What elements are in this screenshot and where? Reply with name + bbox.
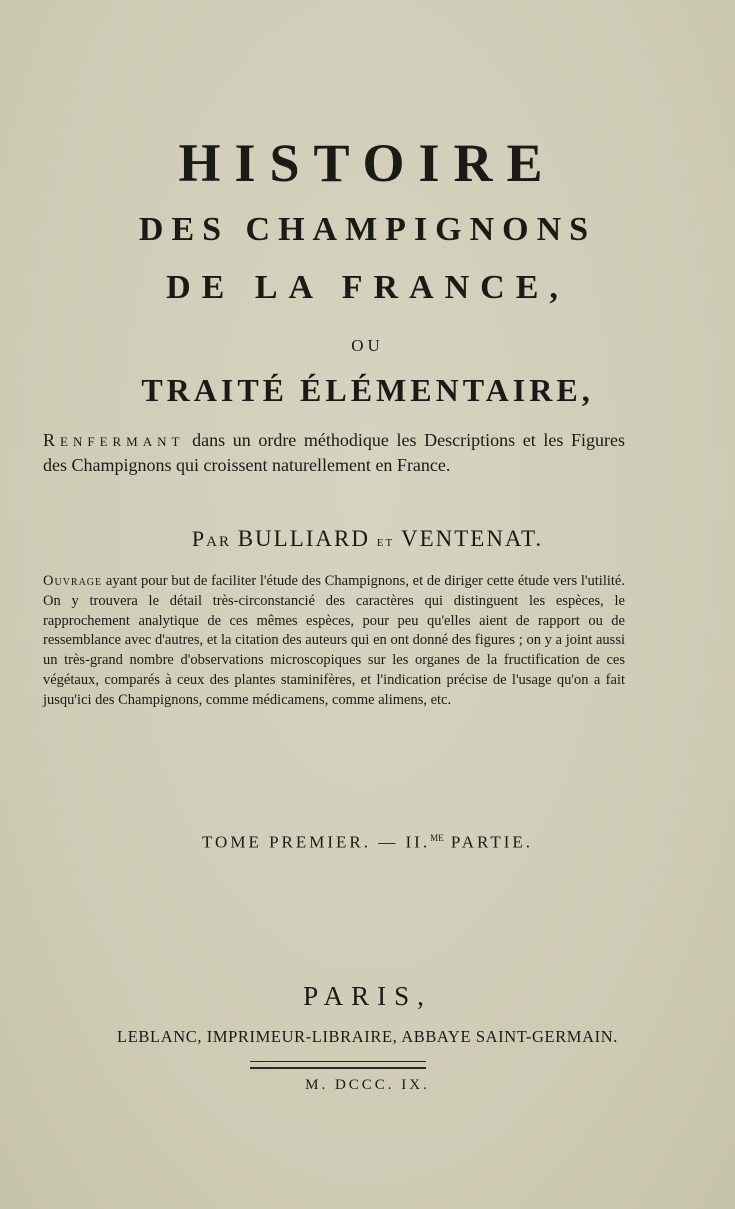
volume-part: PARTIE. xyxy=(450,832,534,852)
title-line-champignons: DES CHAMPIGNONS xyxy=(138,211,597,248)
imprint-publisher: LEBLANC, IMPRIMEUR-LIBRAIRE, ABBAYE SAINT-GERMAIN. xyxy=(117,1027,618,1046)
subtitle-traite: TRAITÉ ÉLÉMENTAIRE, xyxy=(141,372,594,408)
authors-by: Par xyxy=(191,526,231,551)
volume-part-superscript: ME xyxy=(430,833,444,843)
description-paragraph xyxy=(43,428,625,478)
work-summary-paragraph xyxy=(43,572,625,711)
title-line-histoire: HISTOIRE xyxy=(178,133,557,193)
description-text: dans un ordre méthodique les Descriptions et les Figures des Champignons qui croissent naturellement en France. xyxy=(43,430,625,475)
title-conjunction-ou: OU xyxy=(351,336,384,355)
volume-tome: TOME PREMIER. xyxy=(201,832,372,852)
work-lead-word: Ouvrage xyxy=(43,573,103,589)
imprint-city: PARIS, xyxy=(303,981,432,1011)
authors-line xyxy=(0,524,735,557)
imprint-date: M. DCCC. IX. xyxy=(305,1077,430,1093)
author-bulliard: BULLIARD xyxy=(237,526,370,551)
imprint-rule xyxy=(250,1061,426,1069)
volume-part-number: II. xyxy=(405,832,431,852)
work-summary-text: ayant pour but de faciliter l'étude des Champignons, et de diriger cette étude vers l'utilité. On y trouvera le détail très-circonstancié des caractères qui distinguent les espèces, le rapprochement analytique de ces mêmes espèces, pour peu qu'elles aient de rapport ou de ressemblance avec d'autres, et la citation des auteurs qui en ont donné des figures ; on y a joint aussi un très-grand nombre d'observations microscopiques sur les organes de la fructification de ces végétaux, comparés à ceux des plantes staminifères, et l'indication précise de l'usage qu'on a fait jusqu'ici des Champignons, comme médicamens, comme alimens, etc. xyxy=(43,573,625,708)
authors-and: et xyxy=(376,533,395,550)
title-line-france: DE LA FRANCE, xyxy=(166,269,569,306)
author-ventenat: VENTENAT. xyxy=(400,526,544,551)
description-lead-word: Renfermant xyxy=(43,430,185,450)
volume-line xyxy=(0,826,735,855)
volume-dash: — xyxy=(378,832,399,852)
